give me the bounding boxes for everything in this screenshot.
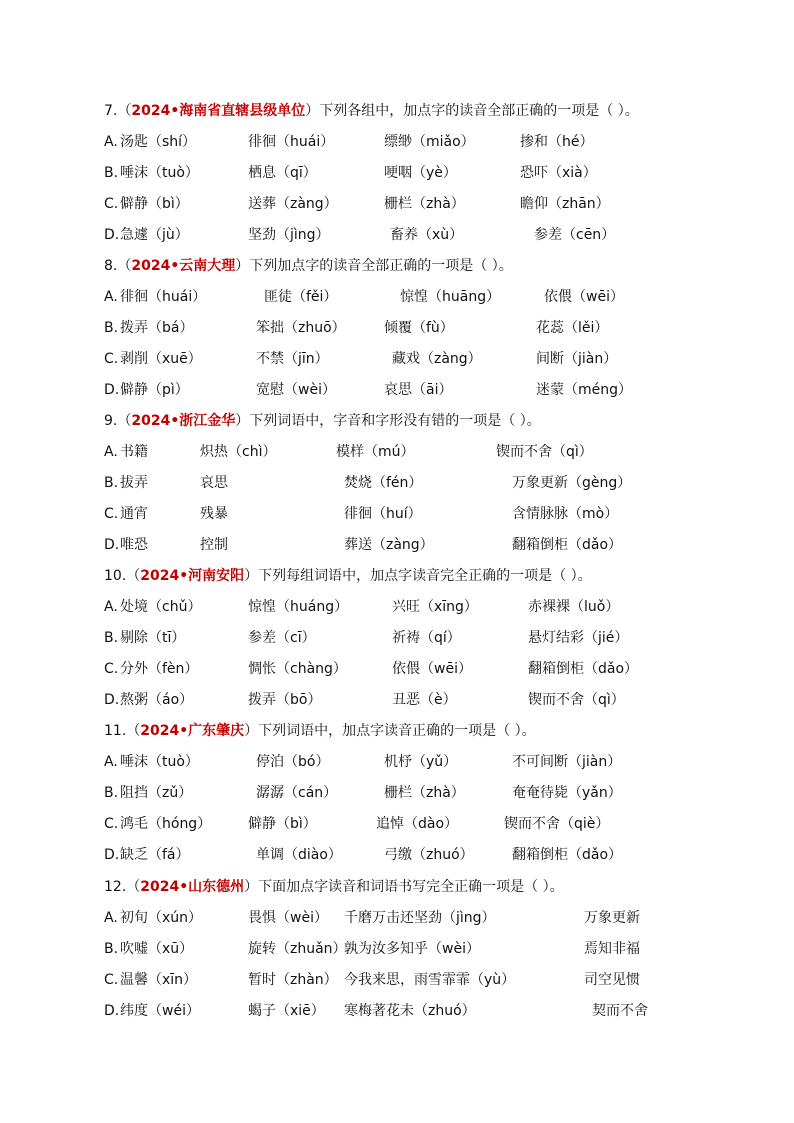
question-source: 2024•广东肇庆 <box>140 723 245 739</box>
question-11-stem: 11.（2024•广东肇庆）下列词语中，加点字读音正确的一项是（ ）。 <box>104 723 536 739</box>
question-8-stem: 8.（2024•云南大理）下列加点字的读音全部正确的一项是（ ）。 <box>104 258 513 274</box>
question-12-stem: 12.（2024•山东德州）下面加点字读音和词语书写完全正确一项是（ ）。 <box>104 879 564 895</box>
question-10-stem: 10.（2024•河南安阳）下列每组词语中，加点字读音完全正确的一项是（ ）。 <box>104 568 592 584</box>
question-source: 2024•浙江金华 <box>131 413 236 429</box>
question-7-stem: 7.（2024•海南省直辖县级单位）下列各组中，加点字的读音全部正确的一项是（ ）。 <box>104 103 639 119</box>
document-page: 7.（2024•海南省直辖县级单位）下列各组中，加点字的读音全部正确的一项是（ ）。 A. 汤匙（shí） 徘徊（huái） 缥缈（miǎo） 掺和（hé） B. 唾沫（tuò） 栖息（qī） 哽咽（yè） 恐吓（xià） C. 僻静（bì） 送葬（zàng） 栅栏（zhà） 瞻仰（zhān） D. 急遽（jù） 坚劲（jìng） 畜养（xù） 参差（cēn） 8.（2024•云南大理）下列加点字的读音全部正确的一项是（ ）。 A. 徘徊（huái） 匪徒（fěi） 惊惶（huāng） 依偎（wēi） B. 拨弄（bá） 笨拙（zhuō） 倾覆（fù） 花蕊（lěi） C. 剥削（xuē） 不禁（jīn） 藏戏（zàng） 间断（jiàn） D. 僻静（pì） 宽慰（wèi） 哀思（āi） 迷蒙（méng） 9.（2024•浙江金华）下列词语中，字音和字形没有错的一项是（ ）。 A. 书籍 炽热（chì） 模样（mú） 锲而不舍（qì） B. 拔弄 哀思 焚烧（fén） 万象更新（gèng） C. 通宵 残暴 徘徊（huí） 含情脉脉（mò） D. 唯恐 控制 葬送（zàng） 翻箱倒柜（dǎo） 10.（2024•河南安阳）下列每组词语中，加点字读音完全正确的一项是（ ）。 A. 处境（chǔ） 惊惶（huáng） 兴旺（xīng） 赤裸裸（luǒ） B. 剔除（tī） 参差（cī） 祈祷（qí） 悬灯结彩（jié） C. 分外（fèn） 惆怅（chàng） 依偎（wēi） 翻箱倒柜（dǎo） D. 熬粥（áo） 拨弄（bō） 丑恶（è） 锲而不舍（qì） 11.（2024•广东肇庆）下列词语中，加点字读音正确的一项是（ ）。 A. 唾沫（tuò） 停泊（bó） 机杼（yǔ） 不可间断（jiàn） B. 阻挡（zǔ） 潺潺（cán） 栅栏（zhà） 奄奄待毙（yǎn） C. 鸿毛（hóng） 僻静（bì） 追悼（dào） 锲而不舍（qiè） D. 缺乏（fá） 单调（diào） 弓缴（zhuó） 翻箱倒柜（dǎo） 12.（2024•山东德州）下面加点字读音和词语书写完全正确一项是（ ）。 A. 初旬（xún） 畏惧（wèi） 千磨万击还坚劲（jìng） 万象更新 B. 吹嘘（xū） 旋转（zhuǎn） 孰为汝多知乎（wèi） 焉知非福 C. 温馨（xīn） 暂时（zhàn） 今我来思，雨雪霏霏（yù） 司空见惯 D. 纬度（wéi） 蝎子（xiē） 寒梅著花未（zhuó） 契而不舍 <box>0 0 794 1123</box>
question-source: 2024•云南大理 <box>131 258 236 274</box>
question-source: 2024•河南安阳 <box>140 568 245 584</box>
question-source: 2024•海南省直辖县级单位 <box>131 103 306 119</box>
question-9-stem: 9.（2024•浙江金华）下列词语中，字音和字形没有错的一项是（ ）。 <box>104 413 541 429</box>
question-source: 2024•山东德州 <box>140 879 245 895</box>
